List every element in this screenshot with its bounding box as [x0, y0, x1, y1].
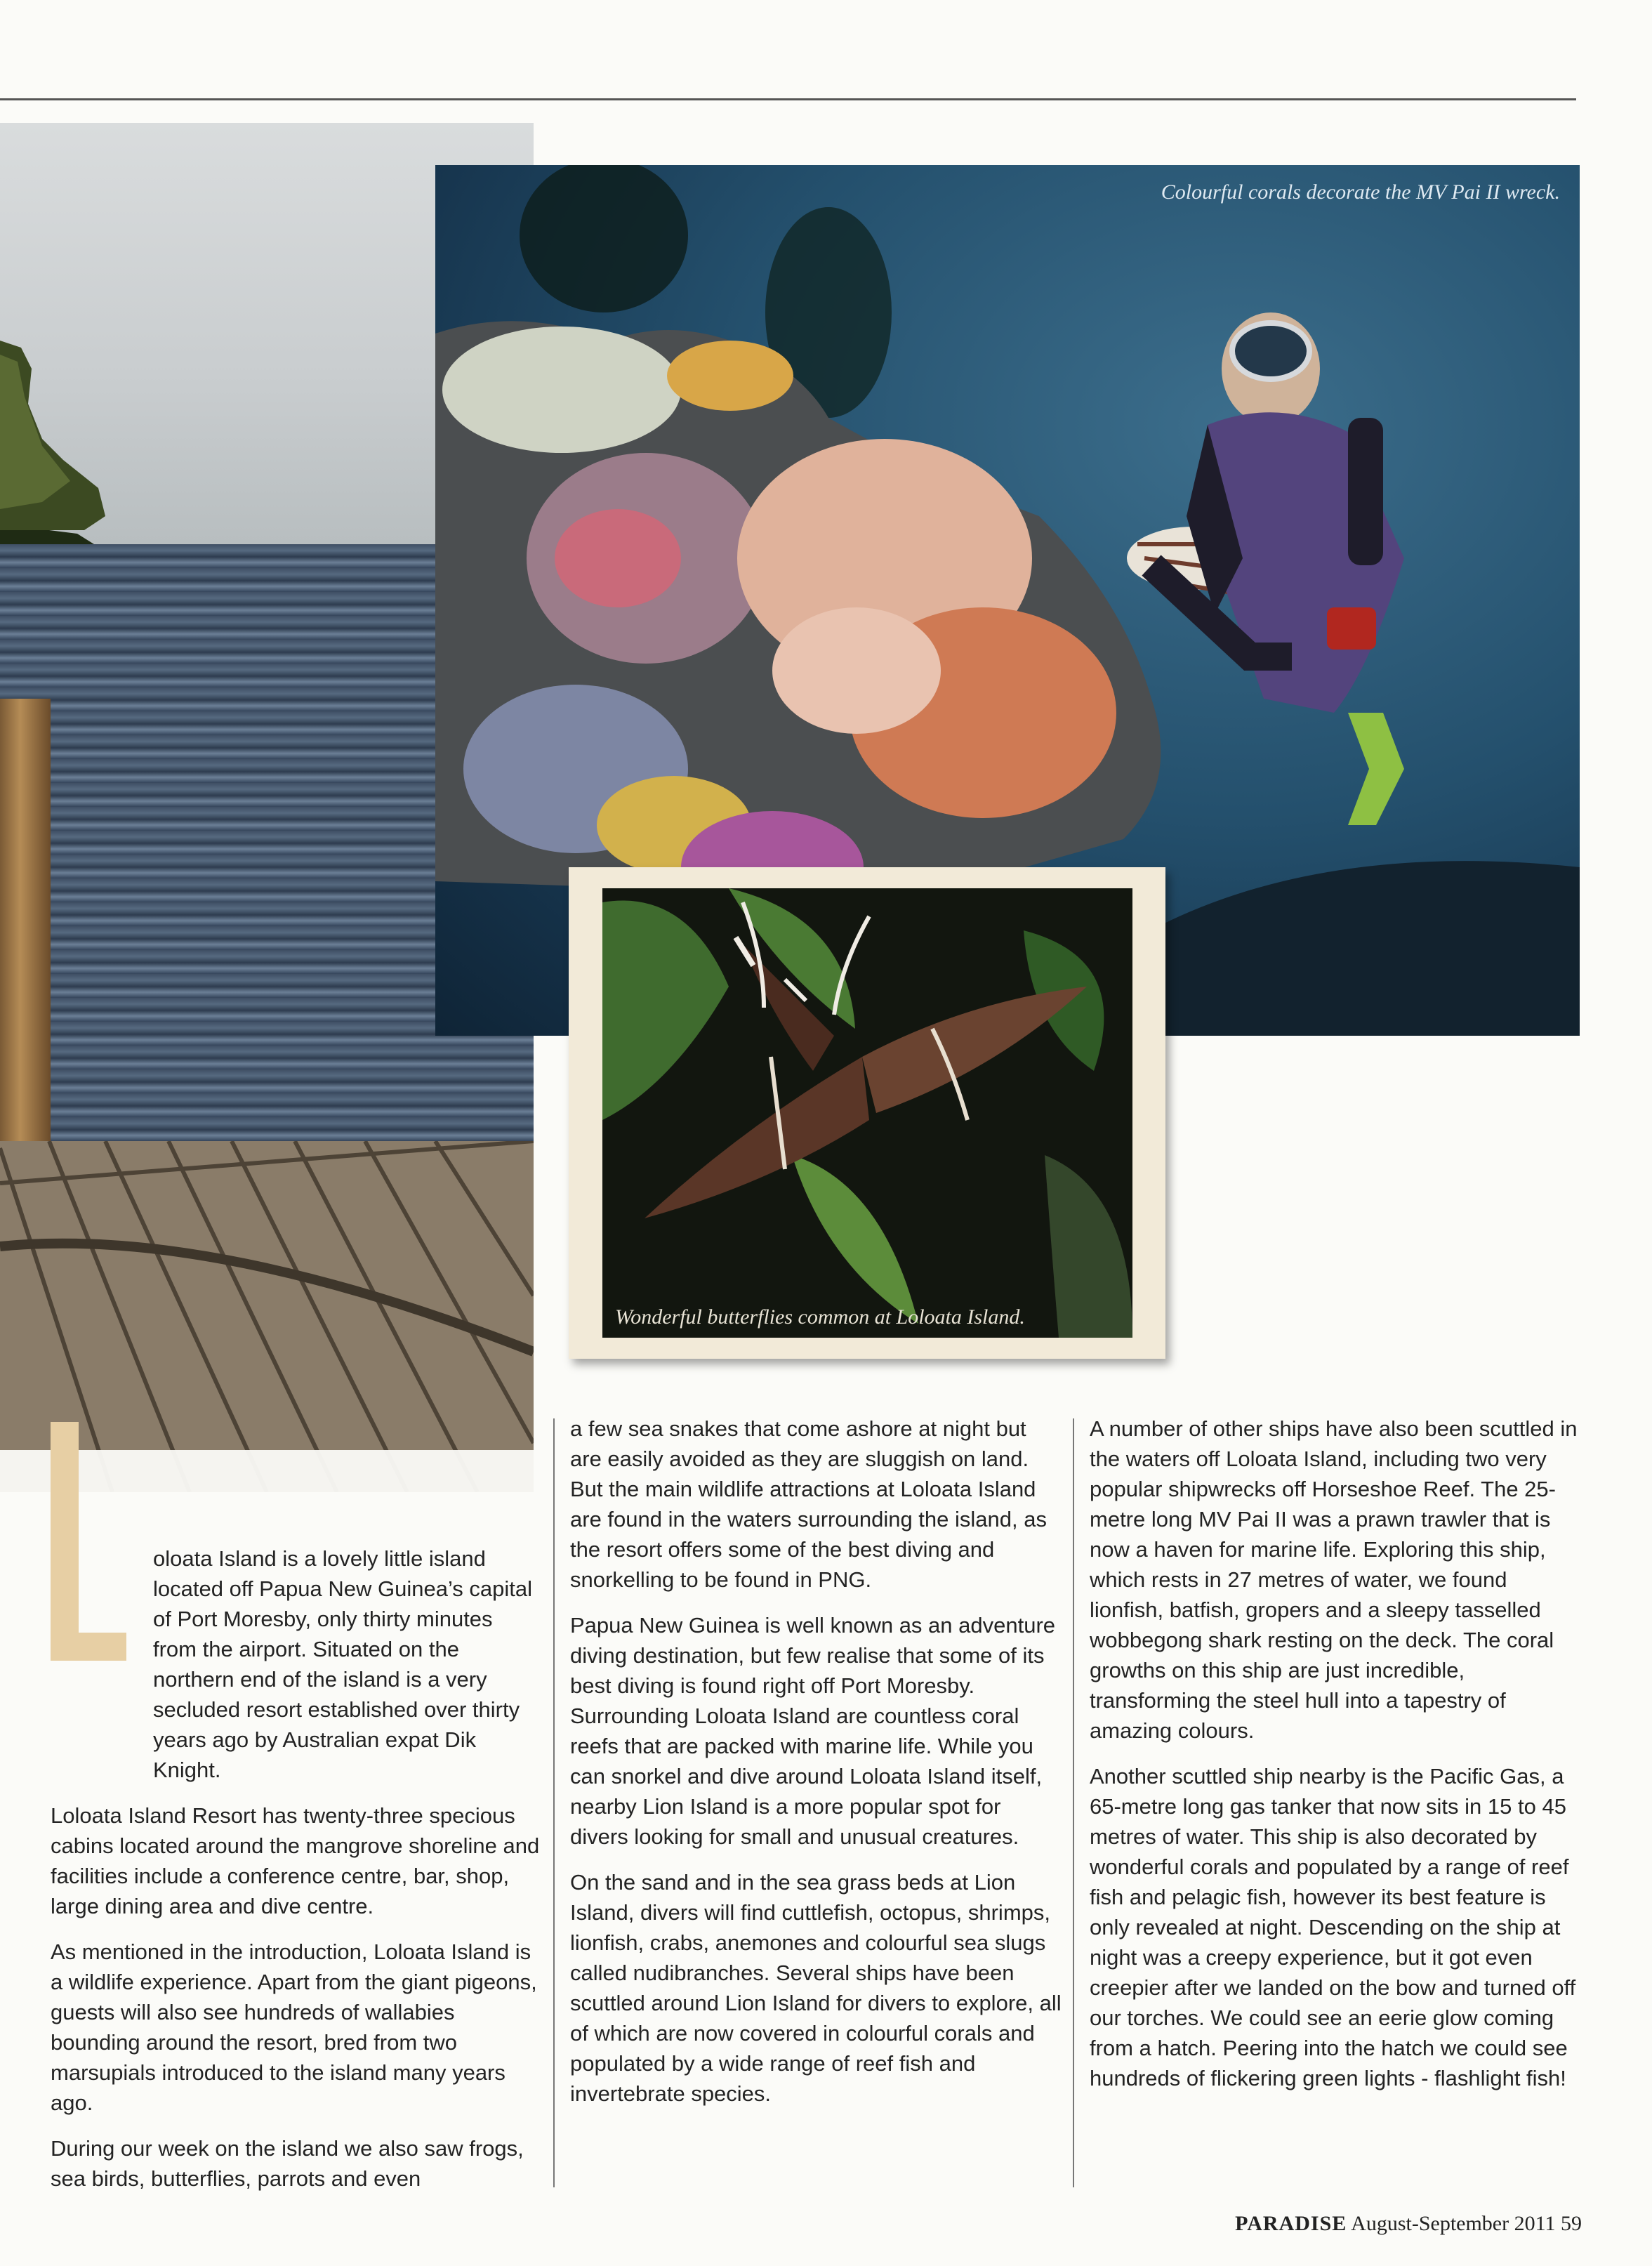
article-column-1	[51, 1543, 542, 2209]
column-divider-2	[1073, 1418, 1074, 2187]
photo-butterfly-scene	[602, 888, 1132, 1338]
issue-date: August-September 2011	[1351, 2212, 1556, 2235]
col2-paragraph-1: a few sea snakes that come ashore at night but are easily avoided as they are sluggish on land. But the main wildlife attractions at Loloata Island are found in the waters surrounding the island, as the resort offers some of the best diving and snorkelling to be found in PNG.	[570, 1416, 1047, 1592]
header-rule	[0, 98, 1576, 100]
butterfly-photo-frame	[569, 867, 1165, 1359]
col3-paragraph-1: A number of other ships have also been scuttled in the waters off Loloata Island, including two very popular shipwrecks off Horseshoe Reef. The 25-metre long MV Pai II was a prawn trawler that is now a haven for marine life. Exploring this ship, which rests in 27 metres of water, we found lionfish, batfish, gropers and a sleepy tasselled wobbegong shark resting on the deck. The coral growths on this ship are just incredible, transforming the steel hull into a tapestry of amazing colours.	[1090, 1416, 1578, 1743]
butterfly-photo	[602, 888, 1132, 1338]
page-footer	[1235, 2212, 1582, 2236]
magazine-name: PARADISE	[1235, 2212, 1347, 2235]
col1-intro-text: oloata Island is a lovely little island located off Papua New Guinea’s capital of Port Moresby, only thirty minutes from the airport. Situated on the northern end of the island is a very secluded resort established over thirty years ago by Australian expat Dik Knight.	[153, 1546, 532, 1782]
page-number: 59	[1561, 2212, 1582, 2235]
article-column-2	[570, 1414, 1062, 2124]
col1-paragraph-2: Loloata Island Resort has twenty-three specious cabins located around the mangrove shoreline and facilities include a conference centre, bar, shop, large dining area and dive centre.	[51, 1803, 540, 1918]
diver-photo-caption: Colourful corals decorate the MV Pai II wreck.	[1161, 180, 1560, 204]
col3-paragraph-2: Another scuttled ship nearby is the Pacific Gas, a 65-metre long gas tanker that now sits in 15 to 45 metres of water. This ship is also decorated by wonderful corals and populated by a range of reef fish and pelagic fish, however its best feature is only revealed at night. Descending on the ship at night was a creepy experience, but it got even creepier after we landed on the bow and turned off our torches. We could see an eerie glow coming from a hatch. Peering into the hatch we could see hundreds of flickering green lights - flashlight fish!	[1090, 1764, 1576, 2090]
col1-paragraph-3: As mentioned in the introduction, Loloata Island is a wildlife experience. Apart from the giant pigeons, guests will also see hundreds of wallabies bounding around the resort, bred from two marsupials introduced to the island many years ago.	[51, 1939, 537, 2115]
col1-paragraph-1	[51, 1543, 542, 1785]
col2-paragraph-3: On the sand and in the sea grass beds at Lion Island, divers will find cuttlefish, octopus, shrimps, lionfish, crabs, anemones and colourful sea slugs called nudibranches. Several ships have been scuttled around Lion Island for divers to explore, all of which are now covered in colourful corals and populated by a wide range of reef fish and invertebrate species.	[570, 1870, 1062, 2106]
col1-paragraph-4: During our week on the island we also saw frogs, sea birds, butterflies, parrots and even	[51, 2136, 524, 2191]
article-column-3	[1090, 1414, 1581, 2109]
col2-paragraph-2: Papua New Guinea is well known as an adventure diving destination, but few realise that some of its best diving is found right off Port Moresby. Surrounding Loloata Island are countless coral reefs that are packed with marine life. While you can snorkel and dive around Loloata Island itself, nearby Lion Island is a more popular spot for divers looking for small and unusual creatures.	[570, 1613, 1056, 1849]
butterfly-photo-caption: Wonderful butterflies common at Loloata Island.	[615, 1305, 1025, 1329]
column-divider-1	[553, 1418, 555, 2187]
